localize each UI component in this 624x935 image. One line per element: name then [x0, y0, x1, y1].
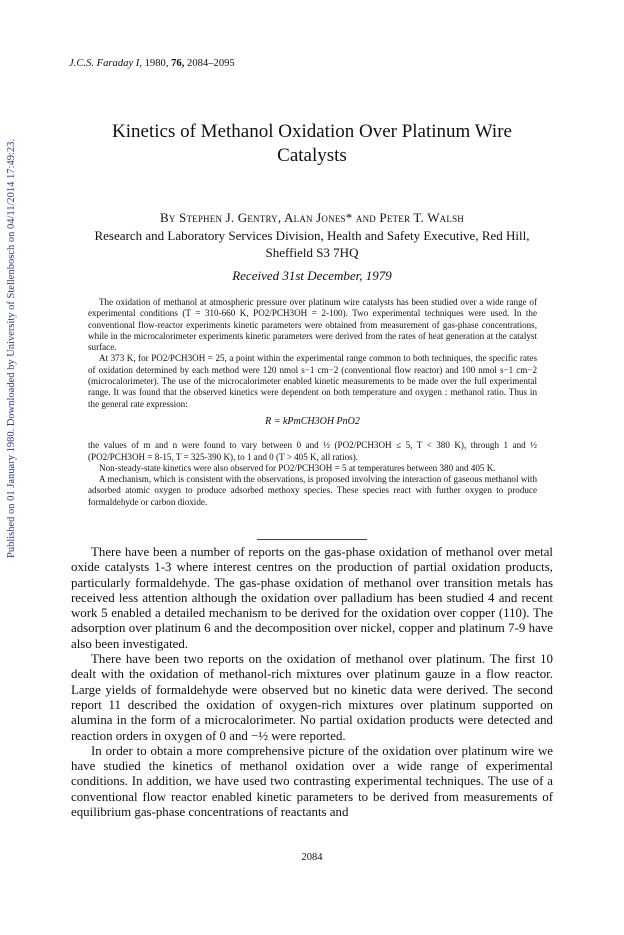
title-line-1: Kinetics of Methanol Oxidation Over Platinum Wire	[112, 121, 512, 142]
abstract-paragraph: the values of m and n were found to vary between 0 and ½ (PO2/PCH3OH ≤ 5, T < 380 K), through 1 and ½ (PO2/PCH3OH = 8-15, T = 325-390 K), to 1 and 0 (T > 405 K, all ratios).	[88, 440, 537, 462]
journal-citation	[69, 58, 235, 69]
body-text	[71, 545, 553, 820]
affiliation-line-1: Research and Laboratory Services Division, Health and Safety Executive, Red Hill,	[94, 228, 530, 243]
page-number: 2084	[301, 852, 323, 863]
body-paragraph: There have been a number of reports on the gas-phase oxidation of methanol over metal oxide catalysts 1-3 where interest centres on the production of partial oxidation products, particularly formaldehyde. The gas-phase oxidation of methanol over transition metals has received less attention although the oxidation over palladium has been studied 4 and recent work 5 enabled a detailed mechanism to be derived for the oxidation over copper (110). The adsorption over platinum 6 and the decomposition over nickel, copper and platinum 7-9 have also been investigated.	[71, 545, 553, 651]
abstract-paragraph: At 373 K, for PO2/PCH3OH = 25, a point within the experimental range common to both techniques, the specific rates of oxidation determined by each method were 120 nmol s−1 cm−2 (conventional flow reactor) and 100 nmol s−1 cm−2 (microcalorimeter). The use of the microcalorimeter enabled kinetic measurements to be made over the full experimental range. It was found that the observed kinetics were dependent on both temperature and oxygen : methanol ratio. Thus in the general rate expression:	[88, 353, 537, 409]
rate-equation: R = kPmCH3OH PnO2	[265, 415, 360, 427]
journal-name: J.C.S. Faraday I,	[69, 58, 142, 69]
paper-title	[70, 120, 554, 168]
body-paragraph: In order to obtain a more comprehensive picture of the oxidation over platinum wire we have studied the kinetics of methanol oxidation over a wide range of experimental conditions. In addition, we have used two contrasting experimental techniques. The use of a conventional flow reactor enabled kinetic parameters to be derived from measurements of equilibrium gas-phase concentrations of reactants and	[71, 743, 553, 820]
author-list: By Stephen J. Gentry, Alan Jones* and Peter T. Walsh	[160, 210, 464, 225]
journal-volume: 76,	[171, 58, 185, 69]
abstract-paragraph: A mechanism, which is consistent with the observations, is proposed involving the interaction of gaseous methanol with adsorbed atomic oxygen to produce adsorbed methoxy species. These species react with further oxygen to produce formaldehyde or carbon dioxide.	[88, 474, 537, 507]
abstract	[88, 297, 537, 508]
title-line-2: Catalysts	[277, 145, 347, 166]
received-date: Received 31st December, 1979	[232, 268, 392, 283]
abstract-paragraph: Non-steady-state kinetics were also observed for PO2/PCH3OH = 5 at temperatures between 380 and 405 K.	[99, 462, 496, 473]
abstract-paragraph: The oxidation of methanol at atmospheric pressure over platinum wire catalysts has been studied over a wide range of experimental conditions (T = 310-660 K, PO2/PCH3OH = 2-100). Two experimental techniques were used. In the conventional flow-reactor experiments kinetic parameters were obtained from measurement of gas-phase concentrations, while in the microcalorimeter experiments kinetic parameters were derived from the rates of heat generation at the catalyst surface.	[88, 297, 537, 353]
body-paragraph: There have been two reports on the oxidation of methanol over platinum. The first 10 dealt with the oxidation of methanol-rich mixtures over platinum gauze in a flow reactor. Large yields of formaldehyde were observed but no kinetic data were derived. The second report 11 described the oxidation of oxygen-rich mixtures over platinum supported on alumina in the form of a microcalorimeter. No partial oxidation products were detected and reaction orders in oxygen of 0 and −½ were reported.	[71, 652, 553, 743]
journal-pages: 2084–2095	[187, 58, 235, 69]
affiliation	[70, 227, 554, 261]
affiliation-line-2: Sheffield S3 7HQ	[265, 245, 359, 260]
section-divider	[257, 539, 367, 540]
journal-year: 1980,	[144, 58, 169, 69]
download-watermark: Published on 01 January 1980. Downloaded by University of Stellenbosch on 04/11/2014 17:49:23.	[6, 139, 17, 558]
